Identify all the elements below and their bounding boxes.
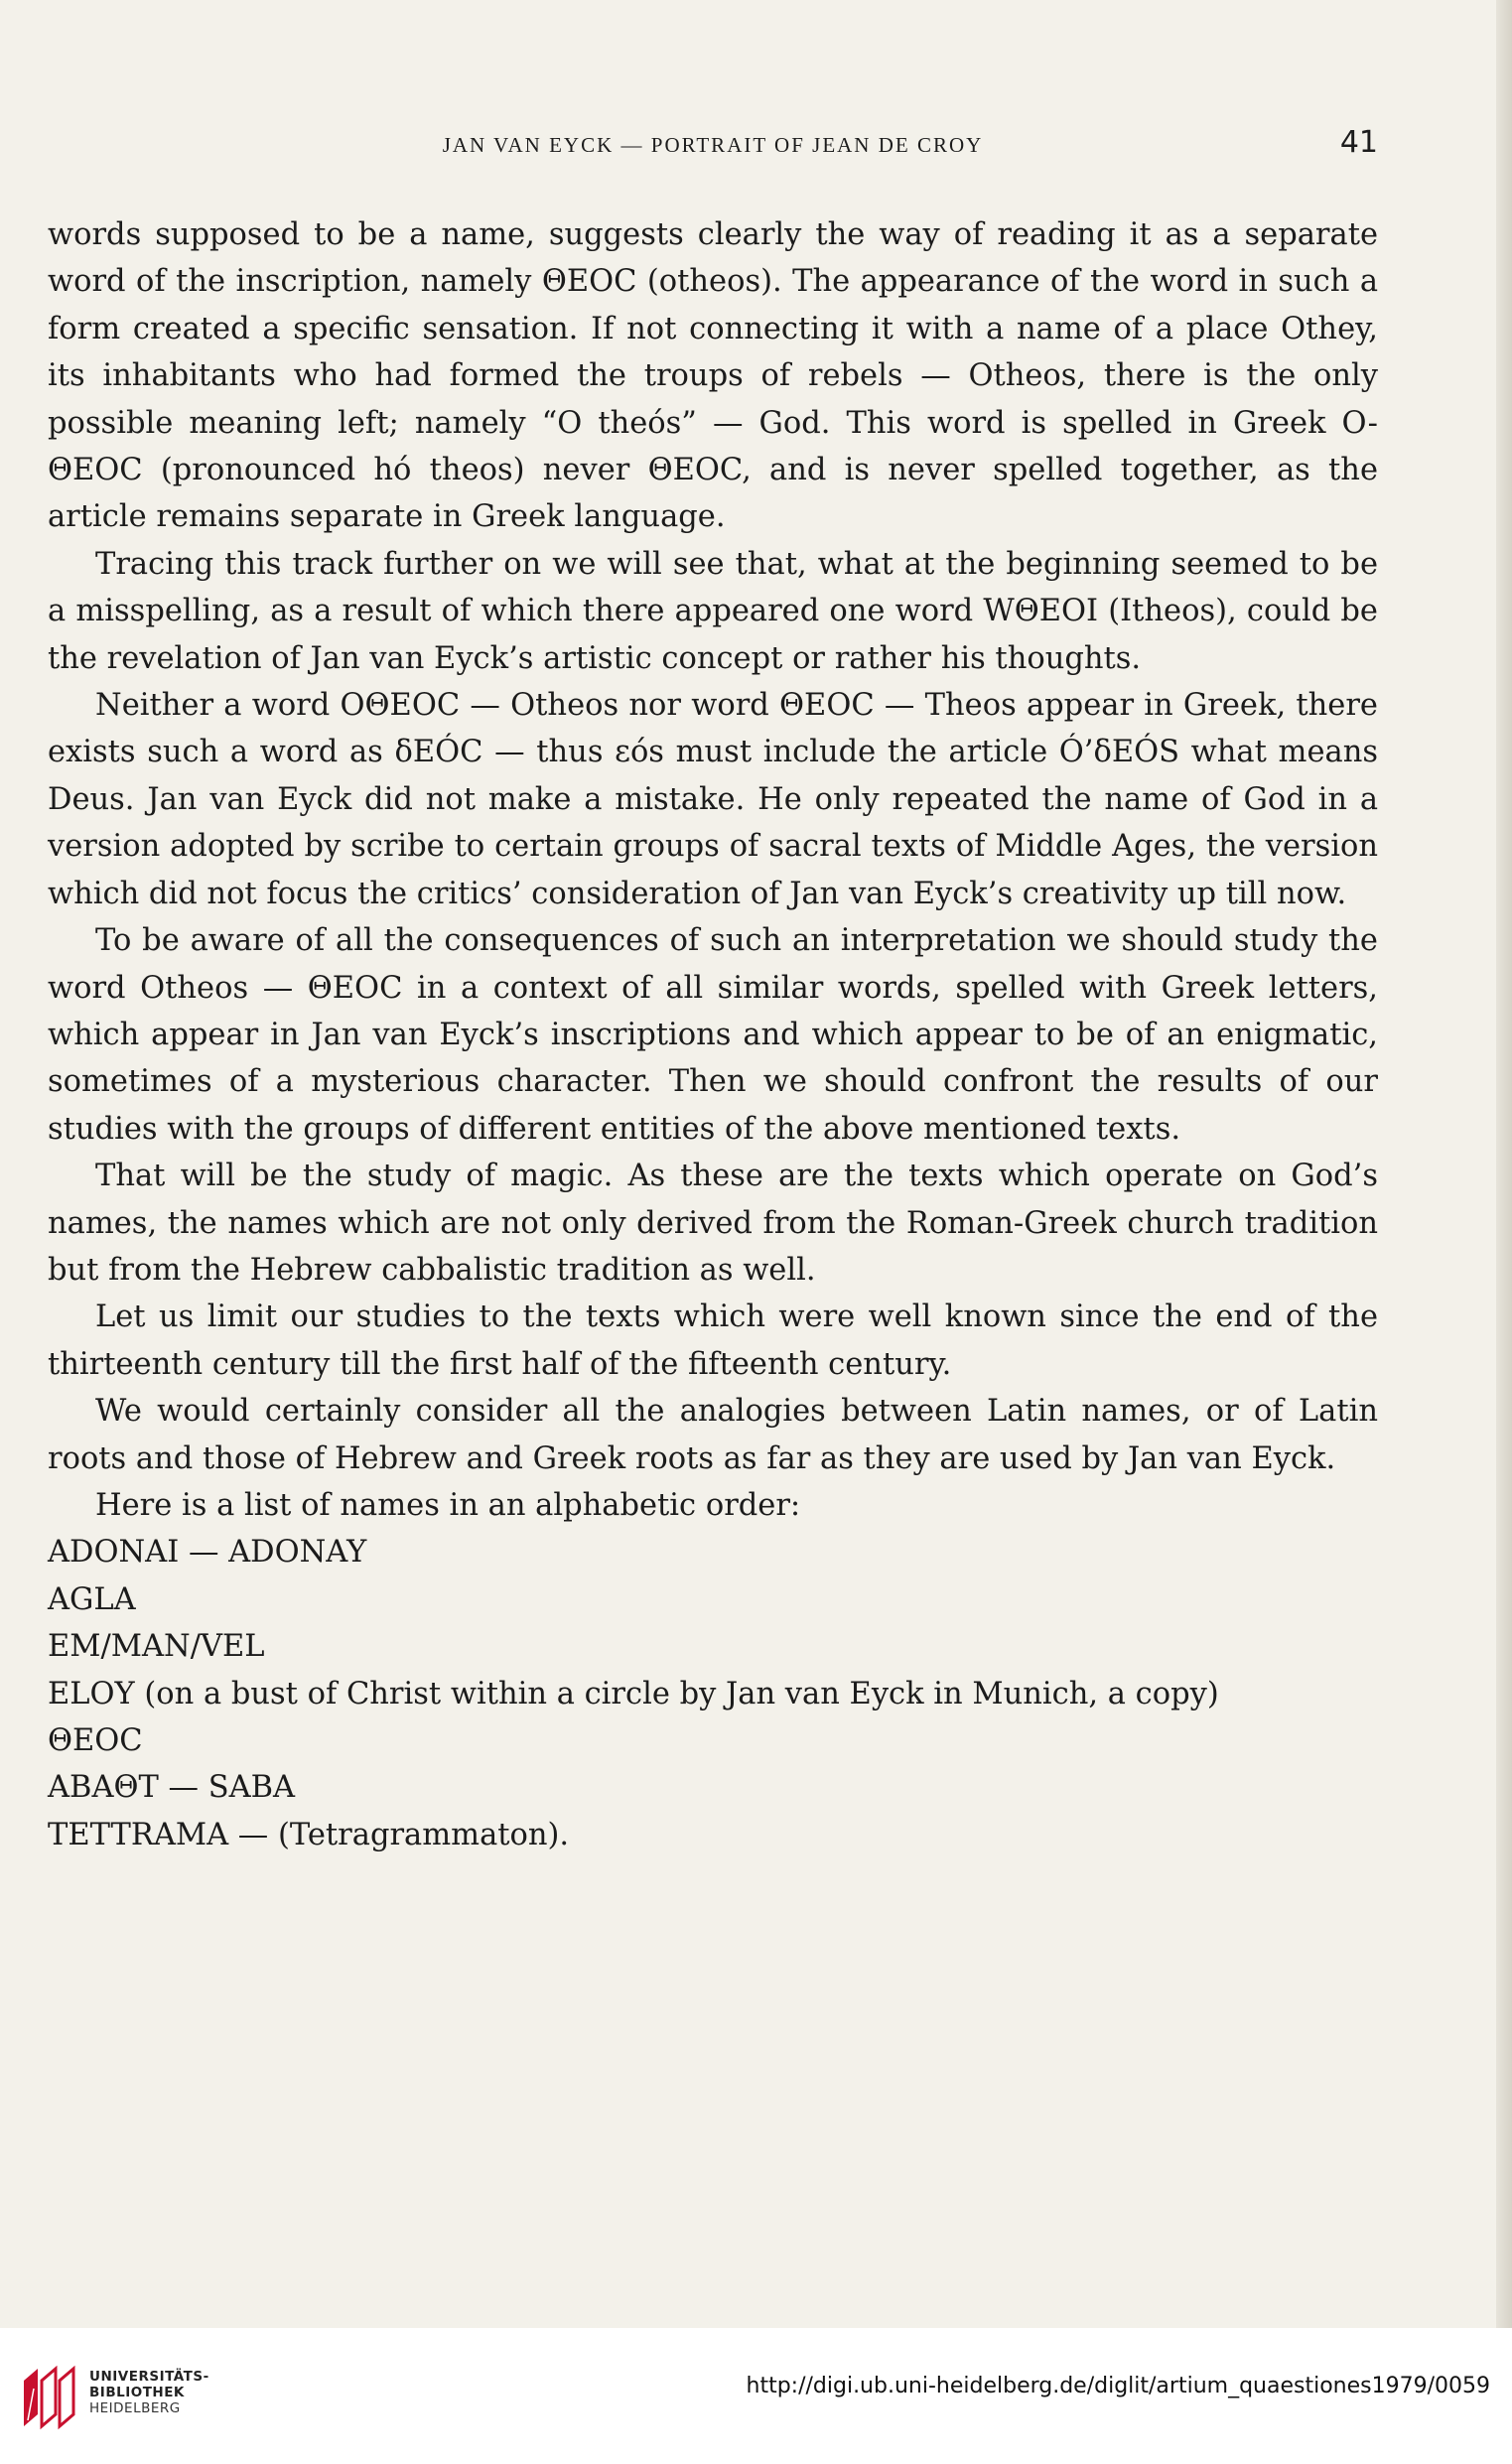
paragraph: That will be the study of magic. As these are the texts which operate on God’s names, the names which are not only derived from the Roman-Greek church tradition but from the Hebrew cabbalistic tradition as well.: [48, 1159, 1378, 1288]
page-header: [48, 125, 1378, 165]
paragraph-continued: words supposed to be a name, suggests clearly the way of reading it as a separate word of the inscription, namely ΘEOC (otheos). The appearance of the word in such a form created a specific sensation. If not connecting it with a name of a place Othey, its inhabitants who had formed the troups of rebels — Otheos, there is the only possible meaning left; namely “O theós” — God. This word is spelled in Greek O-ΘEOC (pronounced hó theos) never ΘEOC, and is never spelled together, as the article remains separate in Greek language.: [48, 217, 1378, 535]
page-body: [48, 211, 1378, 1858]
library-logo[interactable]: [10, 2361, 208, 2440]
list-item: ELOY (on a bust of Christ within a circle by Jan van Eyck in Munich, a copy): [48, 1676, 1219, 1711]
list-item: AGLA: [48, 1581, 136, 1617]
university-library-logo-icon: [16, 2361, 87, 2432]
library-name-line: BIBLIOTHEK: [89, 2385, 185, 2400]
library-name: [89, 2369, 209, 2416]
paragraph: Tracing this track further on we will see that, what at the beginning seemed to be a misspelling, as a result of which there appeared one word WΘEOI (Itheos), could be the revelation of Jan van Eyck’s artistic concept or rather his thoughts.: [48, 546, 1378, 676]
page-number: 41: [1339, 125, 1378, 160]
list-item: ABAΘT — SABA: [48, 1770, 296, 1806]
viewer-footer: [0, 2328, 1512, 2464]
source-url-link[interactable]: http://digi.ub.uni-heidelberg.de/diglit/artium_quaestiones1979/0059: [746, 2374, 1490, 2398]
list-item: ΘEOC: [48, 1723, 143, 1758]
list-item: TETTRAMA — (Tetragrammaton).: [48, 1817, 570, 1852]
list-item: EM/MAN/VEL: [48, 1629, 265, 1665]
library-name-line: UNIVERSITÄTS-: [89, 2369, 209, 2385]
paragraph: Here is a list of names in an alphabetic order:: [95, 1487, 801, 1523]
paragraph: Neither a word OΘEOC — Otheos nor word ΘEOC — Theos appear in Greek, there exists such a word as δEÓC — thus εós must include the article Ó’δEÓS what means Deus. Jan van Eyck did not make a mistake. He only repeated the name of God in a version adopted by scribe to certain groups of sacral texts of Middle Ages, the version which did not focus the critics’ consideration of Jan van Eyck’s creativity up till now.: [48, 688, 1378, 911]
page-edge-shadow: [1496, 0, 1512, 2328]
paragraph: Let us limit our studies to the texts which were well known since the end of the thirteenth century till the first half of the fifteenth century.: [48, 1300, 1378, 1382]
names-list: [48, 1529, 1378, 1858]
running-title: JAN VAN EYCK — PORTRAIT OF JEAN DE CROY: [442, 133, 984, 157]
library-name-line: HEIDELBERG: [89, 2400, 181, 2416]
paragraph: We would certainly consider all the analogies between Latin names, or of Latin roots and those of Hebrew and Greek roots as far as they are used by Jan van Eyck.: [48, 1394, 1378, 1476]
list-item: ADONAI — ADONAY: [48, 1535, 367, 1571]
paragraph: To be aware of all the consequences of such an interpretation we should study the word Otheos — ΘEOC in a context of all similar words, spelled with Greek letters, which appear in Jan van Eyck’s inscriptions and which appear to be of an enigmatic, sometimes of a mysterious character. Then we should confront the results of our studies with the groups of different entities of the above mentioned texts.: [48, 923, 1378, 1147]
